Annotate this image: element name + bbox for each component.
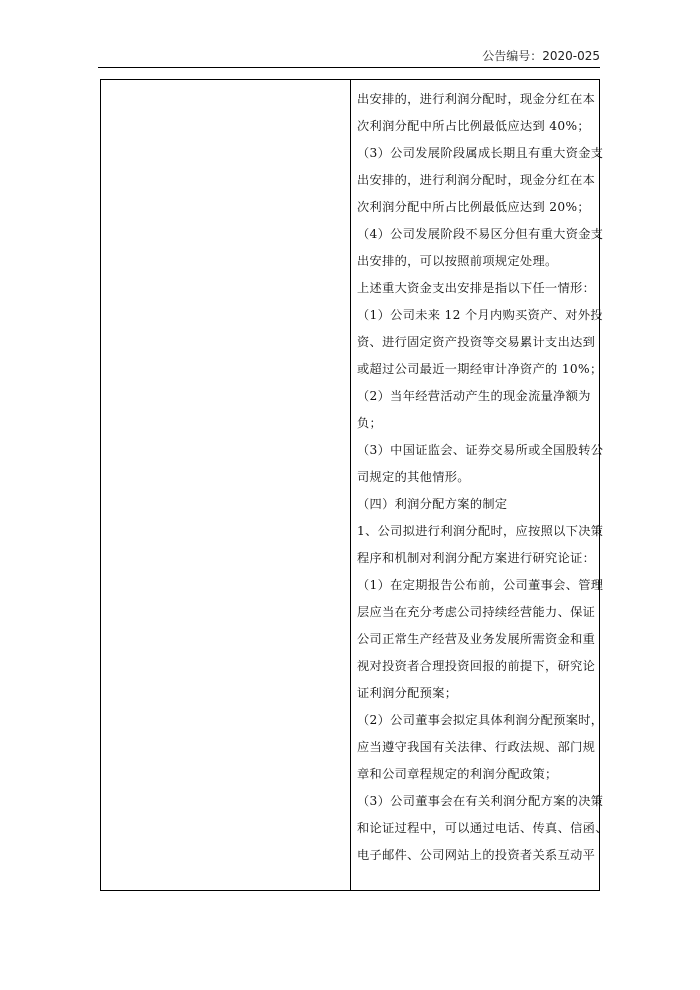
text-line: （1）公司未来 12 个月内购买资产、对外投 bbox=[357, 308, 603, 322]
header-divider bbox=[98, 67, 600, 68]
announcement-number: 公告编号：2020-025 bbox=[482, 49, 600, 63]
text-line: 资、进行固定资产投资等交易累计支出达到 bbox=[357, 335, 596, 349]
text-line: 负； bbox=[357, 416, 383, 430]
text-line: （3）中国证监会、证券交易所或全国股转公 bbox=[357, 443, 604, 457]
text-line: 次利润分配中所占比例最低应达到 20%； bbox=[357, 200, 590, 214]
text-line: （1）在定期报告公布前，公司董事会、管理 bbox=[357, 578, 604, 592]
text-line: （3）公司董事会在有关利润分配方案的决策 bbox=[357, 794, 604, 808]
text-line: （3）公司发展阶段属成长期且有重大资金支 bbox=[357, 146, 604, 160]
text-line: （四）利润分配方案的制定 bbox=[357, 497, 508, 511]
text-line: （2）公司董事会拟定具体利润分配预案时， bbox=[357, 713, 604, 727]
text-line: 公司正常生产经营及业务发展所需资金和重 bbox=[357, 632, 596, 646]
text-line: 应当遵守我国有关法律、行政法规、部门规 bbox=[357, 740, 596, 754]
text-line: 1、公司拟进行利润分配时，应按照以下决策 bbox=[357, 524, 604, 538]
text-line: 次利润分配中所占比例最低应达到 40%； bbox=[357, 119, 590, 133]
text-line: 层应当在充分考虑公司持续经营能力、保证 bbox=[357, 605, 596, 619]
document-table bbox=[100, 79, 608, 891]
text-line: 司规定的其他情形。 bbox=[357, 470, 470, 484]
text-line: 视对投资者合理投资回报的前提下，研究论 bbox=[357, 659, 596, 673]
text-line: 章和公司章程规定的利润分配政策； bbox=[357, 767, 558, 781]
text-line: 或超过公司最近一期经审计净资产的 10%； bbox=[357, 362, 603, 376]
right-cell bbox=[357, 86, 608, 869]
text-line: （2）当年经营活动产生的现金流量净额为 bbox=[357, 389, 591, 403]
text-line: 证利润分配预案； bbox=[357, 686, 458, 700]
text-line: 上述重大资金支出安排是指以下任一情形： bbox=[357, 281, 596, 295]
text-line: 出安排的，进行利润分配时，现金分红在本 bbox=[357, 173, 596, 187]
left-cell bbox=[101, 80, 351, 890]
text-line: （4）公司发展阶段不易区分但有重大资金支 bbox=[357, 227, 604, 241]
text-line: 电子邮件、公司网站上的投资者关系互动平 bbox=[357, 848, 596, 862]
text-line: 出安排的，可以按照前项规定处理。 bbox=[357, 254, 558, 268]
text-line: 出安排的，进行利润分配时，现金分红在本 bbox=[357, 92, 596, 106]
text-line: 程序和机制对利润分配方案进行研究论证： bbox=[357, 551, 596, 565]
text-line: 和论证过程中，可以通过电话、传真、信函、 bbox=[357, 821, 608, 835]
